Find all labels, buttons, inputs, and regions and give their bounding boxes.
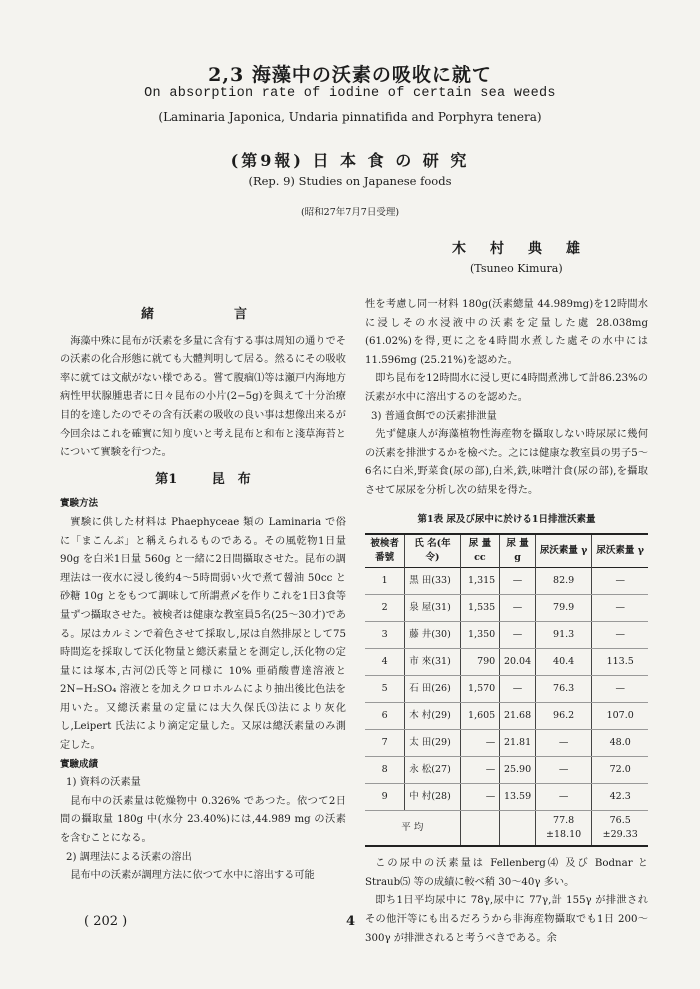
table-header-cell: 尿 量 cc xyxy=(460,534,500,568)
table-cell: 木 村(29) xyxy=(405,703,460,730)
table-cell: — xyxy=(592,622,648,649)
table-cell: 6 xyxy=(365,703,405,730)
sub-3-heading: 3) 普通食餌での沃素排泄量 xyxy=(371,410,497,422)
table-cell: 7 xyxy=(365,730,405,757)
table-row xyxy=(365,568,648,595)
table-cell: 1,605 xyxy=(460,703,500,730)
table-row xyxy=(365,676,648,703)
table-cell: 1,570 xyxy=(460,676,500,703)
article-title-ja: 2,3 海藻中の沃素の吸收に就て xyxy=(208,64,492,86)
page-mark: 4 xyxy=(346,914,356,929)
right-paragraph-4: この尿中の沃素量は Fellenberg⑷ 及び Bodnar と Straub⑸ 等の成績に較べ稍 30〜40γ 多い。 xyxy=(365,858,648,888)
table-cell: 泉 屋(31) xyxy=(405,595,460,622)
table-cell: 永 松(27) xyxy=(405,757,460,784)
table-cell: 113.5 xyxy=(592,649,648,676)
table-cell: 市 來(31) xyxy=(405,649,460,676)
article-title-en: On absorption rate of iodine of certain sea weeds xyxy=(144,86,556,101)
right-paragraph-2: 即ち昆布を12時間水に浸し更に4時間煮沸して計86.23%の沃素が水中に溶出するのを認めた。 xyxy=(365,373,648,403)
table-cell: 42.3 xyxy=(592,784,648,811)
table-header-cell: 尿 量 g xyxy=(500,534,536,568)
table-cell: 石 田(26) xyxy=(405,676,460,703)
table-cell: 1,350 xyxy=(460,622,500,649)
table-cell: — xyxy=(535,730,592,757)
series-title-ja: (第9報) 日 本 食 の 研 究 xyxy=(230,151,470,170)
page-number: ( 202 ) xyxy=(84,914,128,929)
intro-heading: 緒 言 xyxy=(140,307,265,322)
right-paragraph-1: 性を考慮し同一材料 180g(沃素總量 44.989mg)を12時間水に浸しその水浸液中の沃素を定量した處 28.038mg (61.02%)を得,更に之を4時間水煮した處その水中には 11.596mg (25.21%)を認めた。 xyxy=(365,299,648,366)
author-name-ja: 木村典雄 xyxy=(452,241,604,257)
table-cell: 82.9 xyxy=(535,568,592,595)
left-column xyxy=(60,300,346,886)
table-average-feces-iodine: 76.5 ±29.33 xyxy=(592,811,648,847)
table-cell: — xyxy=(535,757,592,784)
table-header-cell: 被検者番號 xyxy=(370,538,399,564)
table-caption: 第1表 尿及び尿中に於ける1日排泄沃素量 xyxy=(417,513,596,525)
table-cell: 3 xyxy=(365,622,405,649)
author-name-en: (Tsuneo Kimura) xyxy=(470,262,563,275)
table-cell: — xyxy=(500,595,536,622)
table-cell: — xyxy=(460,784,500,811)
table-row xyxy=(365,757,648,784)
method-heading: 實験方法 xyxy=(60,498,99,510)
table-cell xyxy=(500,811,536,847)
table-cell: 1 xyxy=(365,568,405,595)
results-heading: 實驗成績 xyxy=(60,758,99,770)
table-cell: 21.68 xyxy=(500,703,536,730)
table-average-label: 平 均 xyxy=(401,822,424,834)
table-cell: 107.0 xyxy=(592,703,648,730)
table-cell: 96.2 xyxy=(535,703,592,730)
table-cell: 40.4 xyxy=(535,649,592,676)
table-row xyxy=(365,649,648,676)
table-cell xyxy=(460,811,500,847)
table-cell: 太 田(29) xyxy=(405,730,460,757)
table-cell: 21.81 xyxy=(500,730,536,757)
table-cell: 76.3 xyxy=(535,676,592,703)
table-average-row xyxy=(365,811,648,847)
table-cell: 1,315 xyxy=(460,568,500,595)
table-cell: 9 xyxy=(365,784,405,811)
right-column xyxy=(365,296,648,948)
section-1-heading: 第1 昆 布 xyxy=(155,471,251,487)
intro-paragraph: 海藻中殊に昆布が沃素を多量に含有する事は周知の通りでその沃素の化合形態に就ても大體判明して居る。然るにその吸收率に就ては文献がない様である。嘗て腹痼⑴等は瀬戸内海地方病性甲状腺腫患者に日々昆布の小片(2−5g)を與えて十分治療目的を達したのでその含有沃素の吸收の良い事は想像出来るが今回余はこれを確實に知り度いと考え昆布と和布と淺草海苔とについて實験を行つた。 xyxy=(60,335,346,459)
table-cell: 8 xyxy=(365,757,405,784)
result-2-paragraph: 昆布中の沃素が調理方法に依つて水中に溶出する可能 xyxy=(70,870,315,882)
table-header-cell: 氏 名(年 令) xyxy=(405,534,460,568)
table-header-cell: 尿沃素量 γ xyxy=(535,534,592,568)
table-row xyxy=(365,703,648,730)
table-cell: — xyxy=(500,676,536,703)
table-cell: 25.90 xyxy=(500,757,536,784)
table-cell: 790 xyxy=(460,649,500,676)
table-cell: 13.59 xyxy=(500,784,536,811)
table-cell: 91.3 xyxy=(535,622,592,649)
table-cell: — xyxy=(592,676,648,703)
table-cell: 中 村(28) xyxy=(405,784,460,811)
result-1-heading: 1) 資料の沃素量 xyxy=(66,777,141,789)
table-cell: 1,535 xyxy=(460,595,500,622)
right-paragraph-3: 先ず健康人が海藻植物性海産物を攝取しない時尿尿に幾何の沃素を排泄するかを檢べた。之には健康な教室員の男子5〜6名に白米,野菜食(尿の部),白米,鉄,味噌汁食(尿の部),を攝取させて尿尿を分析し次の結果を得た。 xyxy=(365,429,648,496)
table-cell: 5 xyxy=(365,676,405,703)
table-row xyxy=(365,784,648,811)
table-cell: — xyxy=(535,784,592,811)
right-paragraph-5: 即ち1日平均尿中に 78γ,尿中に 77γ,計 155γ が排泄されその他汗等にも出るだろうから非海産物攝取でも1日 200〜300γ が排泄されると考うべきである。余 xyxy=(365,895,648,944)
table-header-cell: 尿沃素量 γ xyxy=(592,534,648,568)
method-paragraph: 實験に供した材料は Phaephyceae 類の Laminaria で俗に「まこんぶ」と稱えられるものである。その風乾物1日量 90g を白米1日量 560g と一緒に2日間攝取させた。昆布の調理法は一夜水に浸し後約4〜5時間弱い火で煮て醤油 50cc と砂糖 10g とをもつて調味して所謂煮〆を作りこれを1日3食等量ずつ攝取させた。被検者は健康な教室員5名(25〜30才)である。尿はカルミンで着色させて採取し,尿は自然排尿として75時間迄を採取して沃化物量と總沃素量とを測定し,沃化物の定量には塚本,古河⑵氏等と同様に 10% 亜硝酸曹達溶液と 2N−H₂SO₄ 溶液とを加えクロロホルムにより抽出後比色法を用いた。又總沃素量の定量には大久保氏⑶法により灰化し,Leipert 氏法により滴定定量した。又尿は總沃素量のみ測定した。 xyxy=(60,516,346,752)
table-average-urine-iodine: 77.8 ±18.10 xyxy=(535,811,592,847)
table-row xyxy=(365,730,648,757)
table-header-row xyxy=(365,534,648,568)
table-cell: 20.04 xyxy=(500,649,536,676)
table-cell: 79.9 xyxy=(535,595,592,622)
table-cell: — xyxy=(592,595,648,622)
table-cell: 72.0 xyxy=(592,757,648,784)
table-row xyxy=(365,622,648,649)
table-row xyxy=(365,595,648,622)
table-cell: — xyxy=(500,568,536,595)
article-title-latin: (Laminaria Japonica, Undaria pinnatifida and Porphyra tenera) xyxy=(158,110,542,124)
series-title-en: (Rep. 9) Studies on Japanese foods xyxy=(248,174,452,188)
table-cell: 2 xyxy=(365,595,405,622)
table-cell: 48.0 xyxy=(592,730,648,757)
result-1-paragraph: 昆布中の沃素量は乾燥物中 0.326% であつた。依つて2日間の攝取量 180g 中(水分 23.40%)には,44.989 mg の沃素を含むことになる。 xyxy=(60,795,346,845)
result-2-heading: 2) 調理法による沃素の溶出 xyxy=(66,851,192,863)
iodine-excretion-table xyxy=(365,533,648,847)
table-cell: — xyxy=(592,568,648,595)
table-cell: — xyxy=(460,757,500,784)
table-cell: 4 xyxy=(365,649,405,676)
table-cell: — xyxy=(460,730,500,757)
table-cell: 黒 田(33) xyxy=(405,568,460,595)
table-cell: — xyxy=(500,622,536,649)
received-date: (昭和27年7月7日受理) xyxy=(300,207,400,218)
table-cell: 藤 井(30) xyxy=(405,622,460,649)
